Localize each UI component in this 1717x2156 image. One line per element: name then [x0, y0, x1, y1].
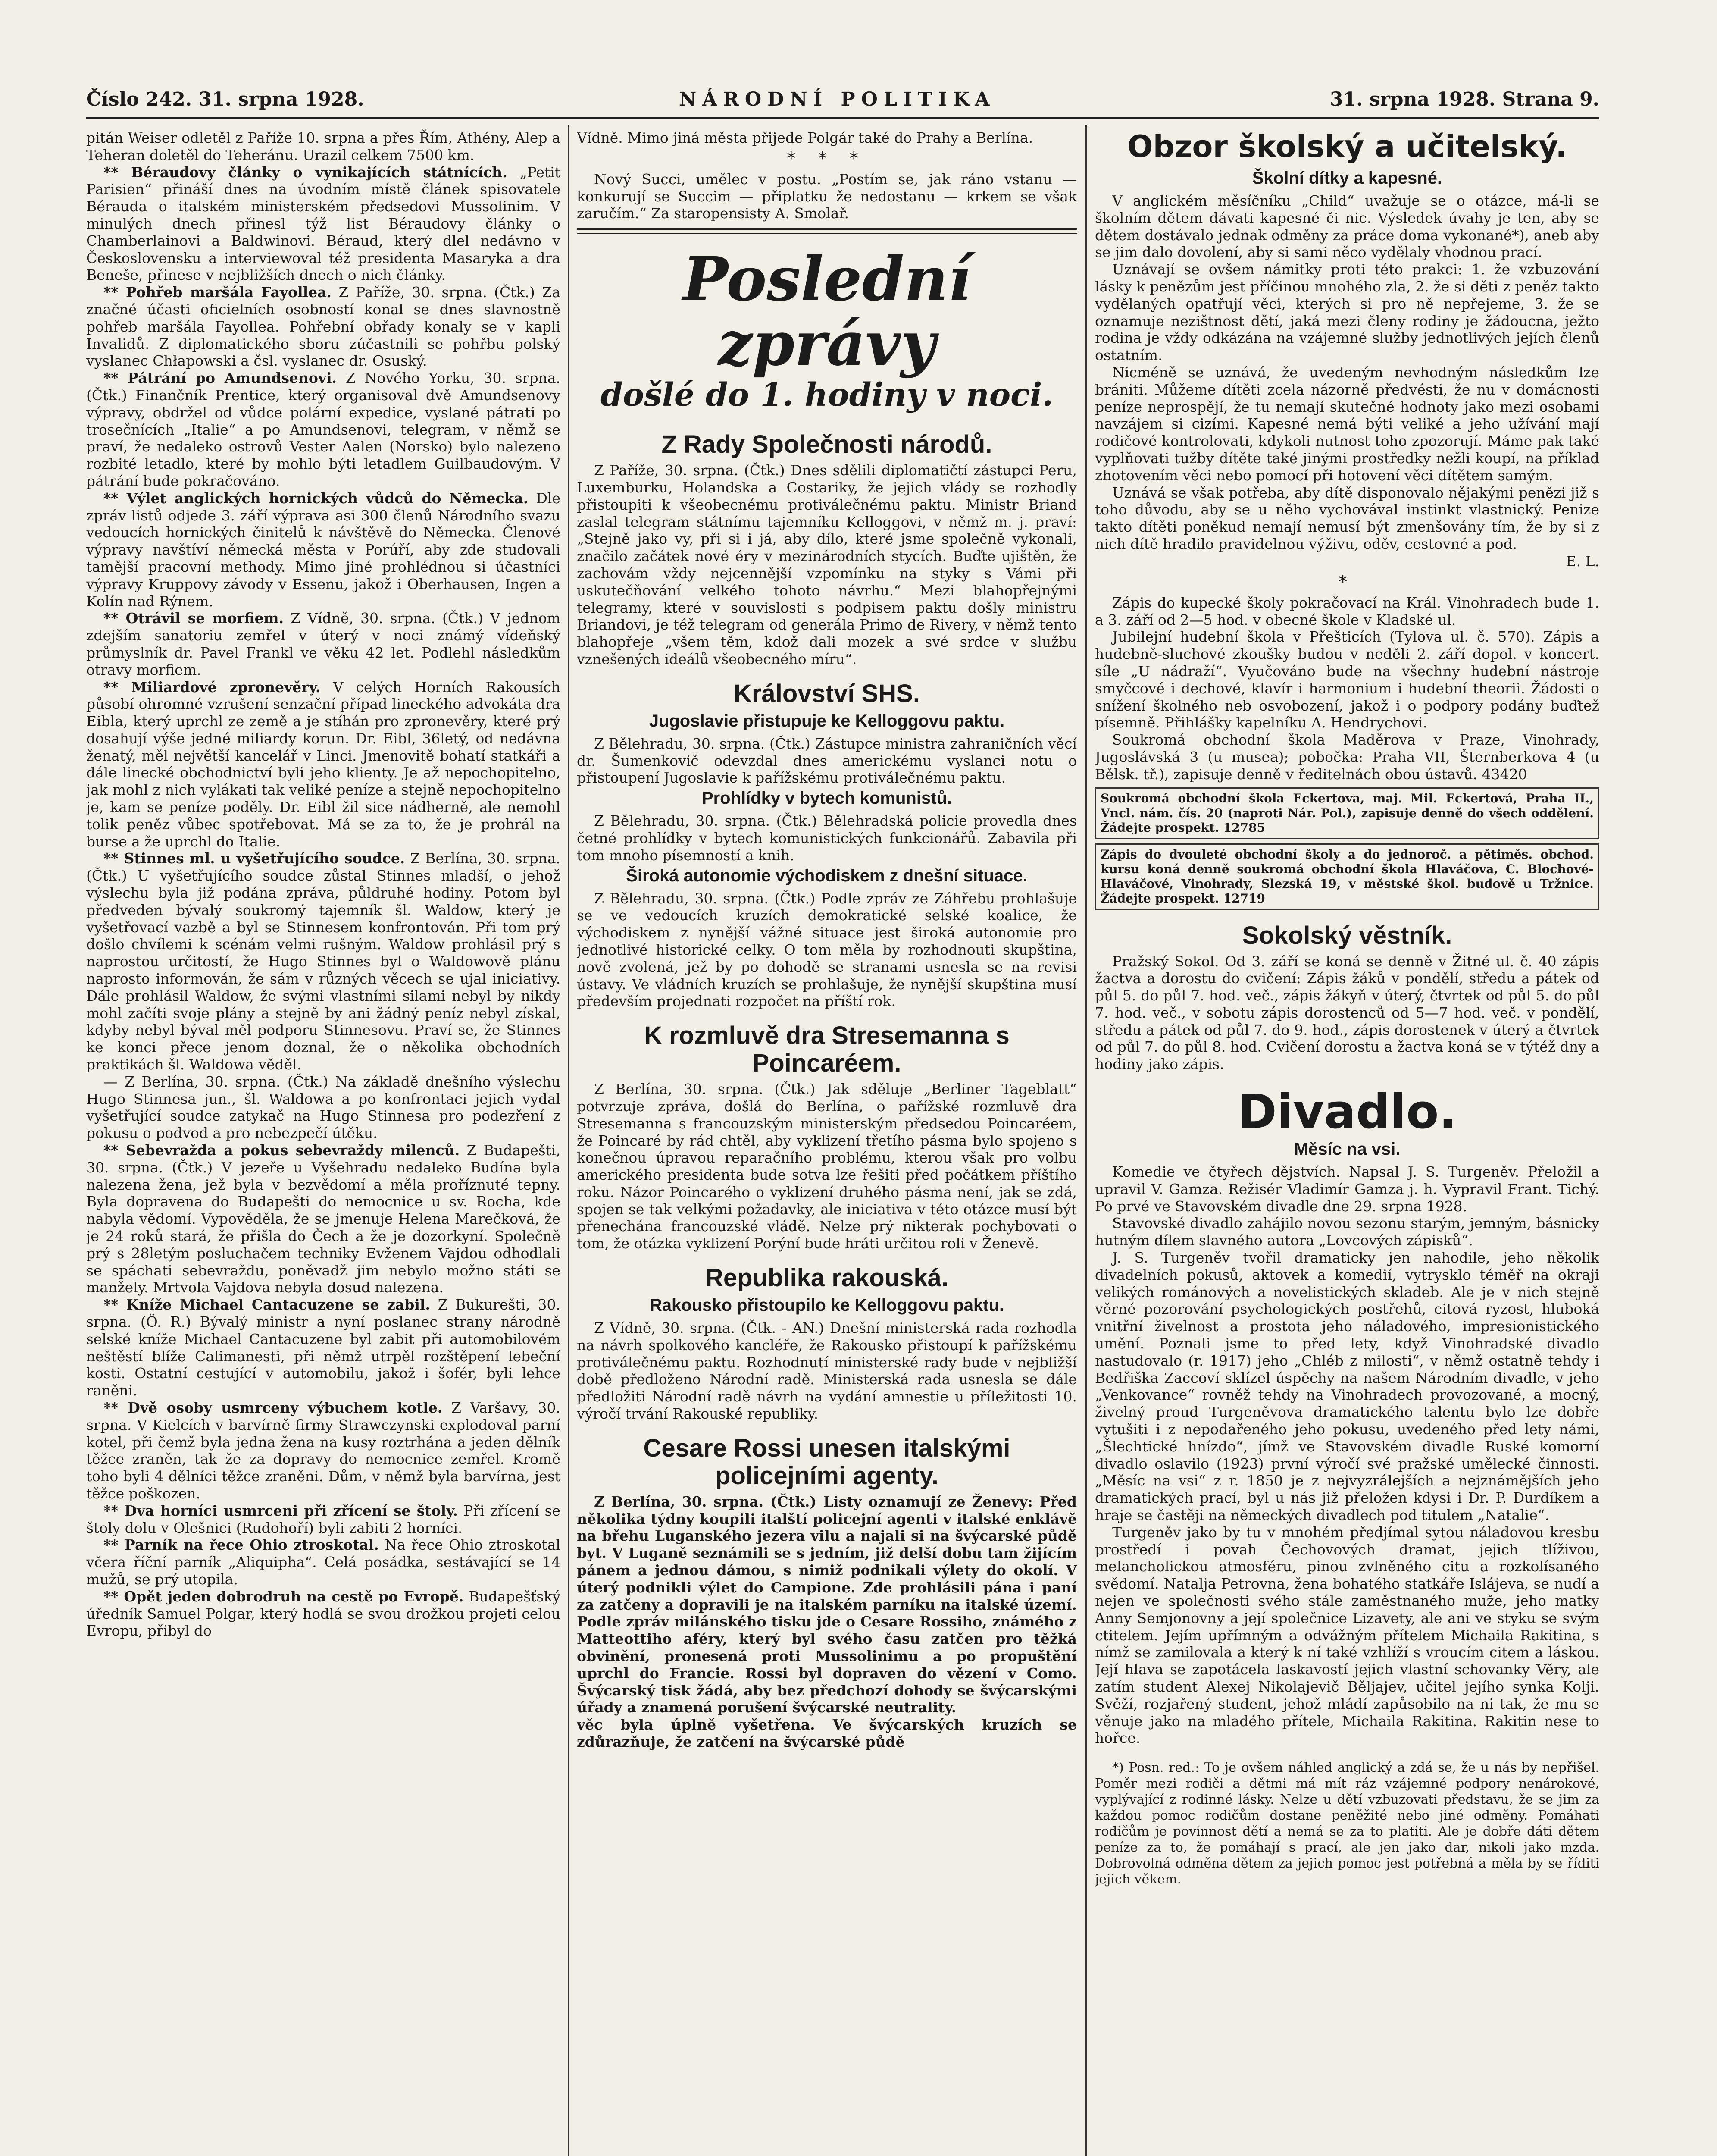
- article-text: Nicméně se uznává, že uvedeným nevhodným následkům lze brániti. Můžeme dítěti zcela názorně předvésti, že nu v domácnosti peníze neprospějí, že tu nemají skutečné hodnoty jako mezi osobami navzájem si cizími. Kapesné nemá býti veliké a jeho užívání mají rodičové kontrolovati, kdykoli nutnost toho zpozorují. Máme pak také vyplňovati tužby dítěte také jinými prostředky nežli koupí, na příklad zhotovením věci nebo pomocí při hotovení věci dítětem samým.: [1095, 364, 1599, 484]
- headline: Sokolský věstník.: [1242, 921, 1452, 950]
- subheadline: Široká autonomie východiskem z dnešní situace.: [626, 866, 1028, 885]
- ad-number: 43420: [1482, 765, 1527, 783]
- advert-box: [1095, 787, 1599, 839]
- subheadline: Prohlídky v bytech komunistů.: [701, 789, 952, 808]
- notice: Jubilejní hudební škola v Přešticích (Tylova ul. č. 570). Zápis a hudebně-sluchové zkoušky budou v neděli 2. září dopol. v koncert. síle „U nádraží“. Vyučováno bude na všechny hudební nástroje smyčcové i dechové, klavír i harmonium i hudební theorii. Žádosti o snížení školného neb osvobození, jakož i o podpory podány buďtež písemně. Přihlášky kapelníku A. Hendrychovi.: [1095, 628, 1599, 731]
- item-title: ** Pátrání po Amundsenovi.: [103, 370, 337, 387]
- separator-star: *: [1339, 572, 1356, 592]
- latest-news-banner-subtitle: došlé do 1. hodiny v noci.: [600, 376, 1054, 414]
- column-1: [86, 129, 560, 2156]
- item-title: ** Výlet anglických hornických vůdců do Německa.: [103, 489, 529, 507]
- article-text: Komedie ve čtyřech dějstvích. Napsal J. S. Turgeněv. Přeložil a upravil V. Gamza. Režisér Vladimír Gamza j. h. Vypravil Frant. Tichý. Po prvé ve Stavovském divadle dne 29. srpna 1928.: [1095, 1163, 1599, 1215]
- article-text: V anglickém měsíčníku „Child“ uvažuje se o otázce, má-li se školním dětem dávati kapesné či nic. Výsledek úvahy je ten, aby se dětem dostávalo jednak odměny za práce doma vykonané*), aneb aby se jim dalo dovolení, aby si sami něco vydělaly vhodnou prací.: [1095, 192, 1599, 261]
- item-text: Z Nového Yorku, 30. srpna. (Čtk.) Finančník Prentice, který organisoval dvě Amundsenovy výpravy, obdržel od vůdce polární expedice, vyslané pátrati po trosečnících „Italie“ a po Amundsenovi, telegram, v němž se praví, že nedaleko ostrovů Vester Aalen (Norsko) bylo nalezeno rozbité letadlo, které by mohlo býti letadlem Guilbaudovým. V pátrání bude pokračováno.: [86, 370, 560, 489]
- news-item: [86, 164, 560, 284]
- article-text: Pražský Sokol. Od 3. září se koná se denně v Žitné ul. č. 40 zápis žactva a dorostu do cvičení: Zápis žáků v pondělí, středu a pátek od půl 5. do půl 7. hod. več., zápis žákyň v úterý, čtvrtek od půl 5. do půl 7. hod. več., v sobotu zápis dorostenců od 5—7 hod. več. v pondělí, středu a pátek od půl 7. do 9. hod., zápis dorostenek v úterý a čtvrtek od půl 7. do půl 8. hod. Cvičení dorostu a žactva koná se v týtéž dny a hodiny jako zápis.: [1095, 953, 1599, 1073]
- article-text: J. S. Turgeněv tvořil dramaticky jen nahodile, jeho několik divadelních pokusů, aktovek a komedií, vytrysklo téměř na okraji velikých románových a novelistických skladeb. Ale je v nich stejně věrné pozorování psychologických postřehů, citová ryzost, hluboká vnitřní živelnost a prostota jeho náladového, impresionistického umění. Poznali jsme to před lety, když Vinohradské divadlo nastudovalo (r. 1917) jeho „Chléb z milosti“, v němž ostatně tehdy i Bedřiška Zaccoví sklízel úspěchy na našem Národním divadle, v jeho „Venkovance“ rovněž tehdy na Vinohradech provozované, a mocný, živelný proud Turgeněvova dramatického talentu bylo lze dobře vytušiti i z nepodařeného jeho pokusu, uvedeného před lety námi, „Šlechtické hnízdo“, jímž ve Stavovském divadle Ruské komorní divadlo oslavilo (1923) první výročí své pražské umělecké činnosti. „Měsíc na vsi“ z r. 1850 je z nejvyzrálejších a nejznámějších jeho dramatických prací, byl u nás již přeložen kdysi i Dr. P. Durdíkem a hraje se častěji na německých divadlech pod titulem „Natalie“.: [1095, 1249, 1599, 1524]
- item-title: ** Dva horníci usmrceni při zřícení se štoly.: [103, 1502, 458, 1519]
- article-text: Z Berlína, 30. srpna. (Čtk.) Listy oznamují ze Ženevy: Před několika týdny koupili italští policejní agenti v italské enklávě na břehu Luganského jezera vilu a najali si na švýcarské půdě byt. V Luganě seznámili se s jedním, již delší dobu tam žijícím pánem a jednou dámou, s nimiž podnikali výlety do okolí. V úterý podnikli výlet do Campione. Zde prohlásili pána i paní za zatčeny a dopravili je na italském parníku na italské území. Podle zpráv milánského tisku jde o Cesare Rossiho, známého z Matteottiho aféry, který byl svého času zatčen pro těžká obvinění, pronesená proti Mussolinimu a po propuštění uprchl do Francie. Rossi byl dopraven do vězení v Como. Švýcarský tisk žádá, aby bez předchozí dohody se švýcarskými úřady a znamená porušení švýcarské neutrality.: [577, 1493, 1077, 1716]
- news-item: [86, 370, 560, 490]
- item-title: ** Stinnes ml. u vyšetřujícího soudce.: [103, 850, 405, 867]
- subheadline: Jugoslavie přistupuje ke Kelloggovu paktu.: [649, 711, 1005, 730]
- article-text: Turgeněv jako by tu v mnohém předjímal sytou náladovou kresbu prostředí i povah Čechovových dramat, jejich tlíživou, melancholickou atmosféru, pinou zvlněného citu a rozkolísaného svědomí. Natalja Petrovna, žena bohatého statkáře Islájeva, se nudí a nejen ve společnosti svého stále zaměstnaného muže, jeho matky Anny Semjonovny a její společnice Lizavety, ale ani ve styku se svým ctitelem. Jejím upřímným a odvážným přítelem Michaila Rakitina, s nímž se zamilovala a který k ní také vzhlíží s vroucím citem a láskou. Její hlava se zapotácela laskavostí jejich vlastní schovanky Věry, ale zatím student Alexej Nikolajevič Běljajev, učitel jejího synka Kolji. Svěží, rozjařený student, jehož mládí zapůsobilo na ni tak, že mu se věnuje jako na mladého přítele, Michaila Rakitina. Rakitin nese to hořce.: [1095, 1523, 1599, 1747]
- item-text: Na řece Ohio ztroskotal včera říční parník „Aliquipha“. Celá posádka, sestávající se 14 mužů, se prý utopila.: [86, 1536, 560, 1588]
- headline: K rozmluvě dra Stresemanna s Poincaréem.: [644, 1022, 1010, 1078]
- latest-news-banner-title: Poslední zprávy: [682, 244, 971, 380]
- item-text: Z Varšavy, 30. srpna. V Kielcích v barvírně firmy Strawczynski explodoval parní kotel, při čemž byla jedna žena na kusy roztrhána a jeden dělník těžce zraněn, tak že za dopravy do nemocnice zemřel. Kromě toho byli 4 dělníci těžce zraněni. Dům, v němž byla barvírna, jest těžce poškozen.: [86, 1399, 560, 1502]
- item-text: Dle zpráv listů odjede 3. září výprava asi 300 členů Národního svazu vedoucích hornických činitelů k návštěvě do Německa. Členové výpravy navštíví německá města v Porúří, aby zde studovali tamější pracovní methody. Mimo jiné prohlédnou si účastníci výpravy Kruppovy závody v Essenu, jakož i Oberhausen, Ingen a Kolín nad Rýnem.: [86, 489, 560, 610]
- author-signature: E. L.: [1566, 552, 1599, 570]
- section-rule: [577, 228, 1077, 234]
- headline: Z Rady Společnosti národů.: [661, 430, 992, 459]
- item-text: Z Berlína, 30. srpna. (Čtk.) U vyšetřujícího soudce zůstal Stinnes mladší, o jehož výslechu byla již podána zpráva, půldruhé hodiny. Potom byl předveden bývalý soukromý tajemník šl. Waldow, který je vyšetřovací vazbě a byl se Stinnesem konfrontován. Při tom prý došlo chvílemi k scénám velmi rušným. Waldow prohlásil prý s naprostou určitostí, že Hugo Stinnes byl o Waldowově plánu naprosto informován, že sám v různých věcech se ujal iniciativy. Dále prohlásil Waldow, že svými vlastními silami nebyl by nikdy mohl začíti svoje plány a stejně by ani žádný peníz nebyl získal, kdyby nebyl býval měl podporu Stinnesovu. Praví se, že Stinnes ke konci přece jenom doznal, že o několika obchodních praktikách šl. Waldowa věděl.: [86, 850, 560, 1073]
- article-text: Z Bělehradu, 30. srpna. (Čtk.) Podle zpráv ze Záhřebu prohlašuje se ve vedoucích kruzích demokratické selské koalice, že východiskem z nynější vážné situace jest široká autonomie pro jednotlivé historické celky. O tom měla by rozhodnouti skupština, nově zvolená, jež by po dohodě se stranami usnesla se na revisi ústavy. Ve vládních kruzích se prohlašuje, že nynější skupština musí především projednati rozpočet na příští rok.: [577, 890, 1077, 1010]
- advert-text: Zápis do dvouleté obchodní školy a do jednoroč. a pětiměs. obchod. kursu koná denně soukromá obchodní škola Hlaváčova, C. Blochové-Hlaváčové, Vinohrady, Slezská 19, v městské škol. budově u Tržnice. Žádejte prospekt. 12719: [1101, 847, 1594, 906]
- item-title: ** Dvě osoby usmrceny výbuchem kotle.: [103, 1399, 443, 1416]
- subheadline: Měsíc na vsi.: [1294, 1140, 1401, 1159]
- headline: Království SHS.: [734, 679, 920, 708]
- item-text: Z Budapešti, 30. srpna. (Čtk.) V jezeře u Vyšehradu nedaleko Budína byla nalezena žena, jež byla v bezvědomí a měla proříznuté tepny. Byla dopravena do Budapešti do nemocnice u sv. Rocha, kde nabyla vědomí. Vypověděla, že se jmenuje Helena Marečková, že je 24 roků stará, že přišla do Čech a že je dozorkyní. Společně prý s 28letým posluchačem techniky Evženem Vajdou odhodlali se spáchati sebevraždu, poněvadž jim nebylo možno státi se manžely. Mrtvola Vajdova nebyla dosud nalezena.: [86, 1142, 560, 1296]
- separator-stars: * * *: [787, 148, 867, 169]
- item-text: Z Paříže, 30. srpna. (Čtk.) Za značné účasti oficielních osobností konal se dnes slavnostně pohřeb maršála Fayollea. Pohřební obřady konaly se v kapli Invalidů. Z diplomatického sboru zúčastnili se pohřbu polský vyslanec Chłapowski a čsl. vyslanec dr. Osuský.: [86, 284, 560, 370]
- item-title: ** Kníže Michael Cantacuzene se zabil.: [103, 1296, 430, 1313]
- item-text: „Petit Parisien“ přináší dnes na úvodním místě článek spisovatele Bérauda o italském ministerském předsedovi Mussolinim. V minulých dnech přinesl týž list Béraudovy články o Chamberlainovi a Baldwinovi. Béraud, který dlel nedávno v Československu a interviewoval též presidenta Masaryka a dra Beneše, přinese v nejbližších dnech o nich články.: [86, 163, 560, 284]
- article-text: Uznává se však potřeba, aby dítě disponovalo nějakými penězi již s toho důvodu, aby se u něho vychovával instinkt vlastnický. Penize takto dítěti poněkud nemají nemusí být zmenšovány tím, že by si z nich dítě hradilo pravidelnou výživu, oděv, cestovné a pod.: [1095, 484, 1599, 552]
- article-text: Z Bělehradu, 30. srpna. (Čtk.) Bělehradská policie provedla dnes četné prohlídky v bytech komunistických funkcionářů. Zabavila při tom mnoho písemností a knih.: [577, 812, 1077, 864]
- news-item: [86, 490, 560, 610]
- news-item: [86, 679, 560, 850]
- paragraph: — Z Berlína, 30. srpna. (Čtk.) Na základě dnešního výslechu Hugo Stinnesa jun., šl. Waldowa a po konfrontaci jejich vydal vyšetřující soudce zatykač na Hugo Stinnesa pro podezření z pokusu o podvod a pro nebezpečí útěku.: [86, 1073, 560, 1142]
- item-title: ** Otrávil se morfiem.: [103, 610, 284, 627]
- item-title: ** Miliardové zpronevěry.: [103, 678, 321, 696]
- item-title: ** Béraudovy články o vynikajících státnících.: [103, 163, 507, 181]
- column-3: [1095, 129, 1599, 2156]
- item-text: Z Bukurešti, 30. srpna. (Ö. R.) Bývalý ministr a nyní poslanec strany národně selské kníže Michael Cantacuzene byl zabit při automobilovém neštěstí blíže Calimanesti, při němž utrpěl rozštěpení lebeční kosti. Ostatní cestující v automobilu, jakož i šofér, byli lehce raněni.: [86, 1296, 560, 1399]
- notice-text: Soukromá obchodní škola Maděrova v Praze, Vinohrady, Jugoslávská 3 (u musea); pobočka: Praha VII, Šternberkova 4 (u Bělsk. tř.), zapisuje denně v ředitelnách obou ústavů.: [1095, 731, 1599, 783]
- item-title: ** Opět jeden dobrodruh na cestě po Evropě.: [103, 1588, 464, 1605]
- issue-date: Číslo 242. 31. srpna 1928.: [86, 88, 364, 110]
- article-text: Z Berlína, 30. srpna. (Čtk.) Jak sděluje „Berliner Tageblatt“ potvrzuje zpráva, došlá do Berlína, o pařížské rozmluvě dra Stresemanna s francouzským ministerským předsedou Poincaréem, že Poincaré by rád chtěl, aby vyklizení třetího pásma bylo spojeno s konečnou úpravou reparačního problému, kterou však pro volbu amerického presidenta bude sotva lze řešiti před počátkem příštího roku. Názor Poincarého o vyklizení druhého pásma není, jak se zdá, spojen se tak velkými požadavky, ale iniciativa v této otázce musí být přenechána francouzské vládě. Nelze prý nikterak pochybovati o tom, že otázka vyklizení Porýní bude hráti určitou roli v Ženevě.: [577, 1081, 1077, 1252]
- rubric-title: Obzor školský a učitelský.: [1127, 129, 1567, 164]
- advert-text: Soukromá obchodní škola Eckertova, maj. Mil. Eckertová, Praha II., Vncl. nám. čís. 20 (naproti Nár. Pol.), zapisuje denně do všech oddělení. Žádejte prospekt. 12785: [1101, 791, 1594, 835]
- masthead: [86, 88, 1599, 119]
- newspaper-title: NÁRODNÍ POLITIKA: [679, 88, 996, 110]
- item-text: Budapešťský úředník Samuel Polgar, který hodlá se svou drožkou projeti celou Evropu, přibyl do: [86, 1588, 560, 1639]
- paragraph: pitán Weiser odletěl z Paříže 10. srpna a přes Řím, Athény, Alep a Teheran doletěl do Teheránu. Urazil celkem 7500 km.: [86, 129, 560, 163]
- news-item: [86, 1142, 560, 1296]
- item-text: Z Vídně, 30. srpna. (Čtk.) V jednom zdejším sanatoriu zemřel v úterý v noci známý vídeňský průmyslník dr. Pavel Frankl ve věku 42 let. Podlehl následkům otravy morfiem.: [86, 610, 560, 678]
- news-item: [86, 850, 560, 1073]
- column-divider: [568, 125, 569, 2156]
- article-text: Stavovské divadlo zahájilo novou sezonu starým, jemným, básnicky hutným dílem slavného autora „Lovcových zápisků“.: [1095, 1215, 1599, 1249]
- spacer: [1095, 1747, 1599, 1760]
- notice: [1095, 731, 1599, 783]
- editor-note: *) Posn. red.: To je ovšem náhled anglický a zdá se, že u nás by nepřišel. Poměr mezi rodiči a dětmi má mít ráz vzájemné podpory nenárokové, vyplývající z rodinné lásky. Nelze u dětí vzbuzovati představu, že se jim za každou pomoc rodičům dostane peněžité nebo jiné odměny. Pomáhati rodičům je povinnost dětí a nemá se za to platiti. Ale je dobře dáti dětem peníze za to, že pomáhají s prací, ale jen jako dar, nikoli jako mzda. Dobrovolná odměna dětem za jejich pomoc jest potřebná a měla by se říditi jejich věkem.: [1095, 1760, 1599, 1887]
- article-text: Z Vídně, 30. srpna. (Čtk. - AN.) Dnešní ministerská rada rozhodla na návrh spolkového kancléře, že Rakousko přistoupí k pařížskému protiválečnému paktu. Rozhodnutí ministerské rady bude v nejbližší době předloženo Národní radě. Ministerská rada usnesla se dále předložiti Národní radě návrh na vydání amnestie u příležitosti 10. výročí trvání Rakouské republiky.: [577, 1319, 1077, 1423]
- subheadline: Školní dítky a kapesné.: [1252, 169, 1442, 188]
- news-item: [86, 610, 560, 678]
- advert-box: [1095, 843, 1599, 910]
- notice: Zápis do kupecké školy pokračovací na Král. Vinohradech bude 1. a 3. září od 2—5 hod. v obecné škole v Kladské ul.: [1095, 594, 1599, 628]
- item-title: ** Parník na řece Ohio ztroskotal.: [103, 1536, 379, 1554]
- news-item: [86, 1502, 560, 1537]
- article-text: Uznávají se ovšem námitky proti této prakci: 1. že vzbuzování lásky k penězům jest příčinou mnohého zla, 2. že si děti z peněz takto vydělaných opatřují věci, kterých si pro ně nepřejeme, 3. že se oznamuje nezištnost dětí, jaká mezi členy rodiny je žádoucna, ježto rodina je vždy odkázána na vzájemné služby jednotlivých jejích členů ostatním.: [1095, 261, 1599, 364]
- subheadline: Rakousko přistoupilo ke Kelloggovu paktu.: [649, 1296, 1004, 1315]
- paragraph: Nový Succi, umělec v postu. „Postím se, jak ráno vstanu — konkurují se Succim — připlatku že nedostanu — krkem se však zaručím.“ Za staropensisty A. Smolař.: [577, 170, 1077, 222]
- news-item: [86, 1399, 560, 1502]
- column-2: [577, 129, 1077, 2156]
- paragraph: Vídně. Mimo jiná města přijede Polgár také do Prahy a Berlína.: [577, 129, 1033, 146]
- page-number: 31. srpna 1928. Strana 9.: [1329, 88, 1599, 110]
- header-rule: [86, 117, 1599, 119]
- article-text: Z Paříže, 30. srpna. (Čtk.) Dnes sdělili diplomatičtí zástupci Peru, Luxemburku, Holandska a Costariky, že jejich vlády se rozhodly přistoupiti k všeobecnému protiválečnému paktu. Ministr Briand zaslal telegram státnímu tajemníku Kelloggovi, v němž m. j. praví: „Stejně jako vy, při si i já, aby dílo, které jsme společně vykonali, značilo začátek nové éry v mezinárodních stycích. Buďte ujištěn, že zachovám vždy nejcennější vzpomínku na styky s Vámi při uskutečňování velkého tohoto návrhu.“ Mezi blahopřejnými telegramy, které v souvislosti s podpisem paktu došly ministru Briandovi, je též telegram od generála Primo de Rivery, v němž tento blahopřeje „všem těm, kdož dali mozek a své srdce v službu vznešených ideálů všeobecného míru“.: [577, 462, 1077, 667]
- news-item: [86, 1296, 560, 1399]
- item-title: ** Sebevražda a pokus sebevraždy milenců.: [103, 1142, 460, 1159]
- news-item: [86, 1536, 560, 1588]
- headline: Cesare Rossi unesen italskými policejními agenty.: [643, 1434, 1010, 1490]
- column-divider: [1085, 125, 1087, 2156]
- item-text: Při zřícení se štoly dolu v Olešnici (Rudohoří) byli zabiti 2 horníci.: [86, 1502, 560, 1536]
- item-text: V celých Horních Rakousích působí ohromné vzrušení senzační případ lineckého advokáta dra Eibla, který uprchl ze země a je stíhán pro zpronevěry, které prý dosahují výše jedné miliardy korun. Dr. Eibl, 36letý, od nedávna ženatý, měl největší kancelář v Linci. Jmenovitě bohatí statkáři a dále linecké obchodnictví byli jeho klienty. Je až nepochopitelno, jak mohl z nich vylákati tak veliké peníze a stejně nepochopitelno je, kam se peníze poděly. Dr. Eibl žil sice nádherně, ale nemohl tolik peněz vůbec spotřebovat. Má se za to, že je prohrál na burse a že uprchl do Italie.: [86, 678, 560, 850]
- item-title: ** Pohřeb maršála Fayollea.: [103, 284, 332, 301]
- news-item: [86, 1588, 560, 1639]
- article-text: Z Bělehradu, 30. srpna. (Čtk.) Zástupce ministra zahraničních věcí dr. Šumenkovič odevzdal dnes americkému vyslanci notu o přistoupení Jugoslavie k pařížskému protiválečnému paktu.: [577, 735, 1077, 787]
- article-text: věc byla úplně vyšetřena. Ve švýcarských kruzích se zdůrazňuje, že zatčení na švýcarské půdě: [577, 1716, 1077, 1751]
- theatre-rubric-title: Divadlo.: [1237, 1084, 1457, 1140]
- headline: Republika rakouská.: [705, 1264, 949, 1292]
- news-item: [86, 284, 560, 370]
